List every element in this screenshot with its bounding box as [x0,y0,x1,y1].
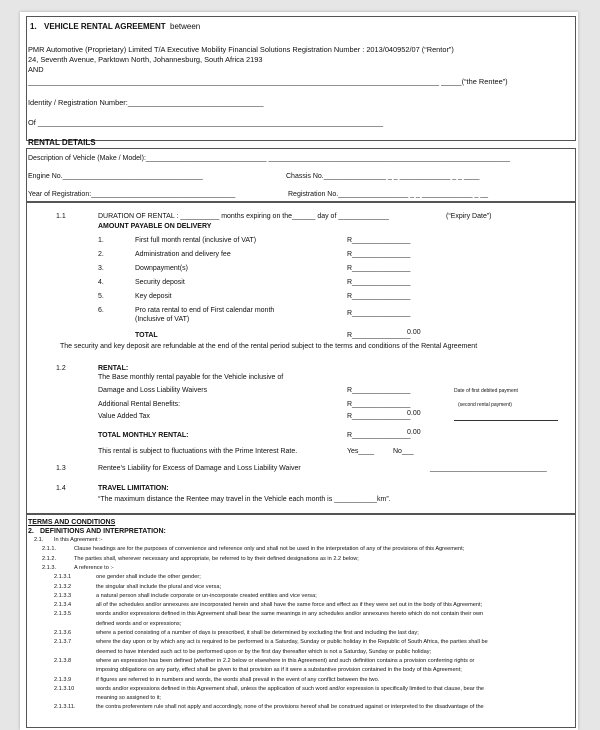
clause-text: the contra proferentem rule shall not apply and accordingly, none of the provisions hereof shall be construed against or interpreted to the disadvantage of the [96,704,484,711]
rental-number: 1.2 [56,365,66,372]
clause-number: 2.1. [34,537,44,543]
terms-clause [28,593,574,602]
terms-clause [28,630,574,639]
definitions-heading: DEFINITIONS AND INTERPRETATION: [40,528,166,535]
agreement-title-suffix: between [170,22,201,31]
terms-clause [28,611,574,620]
section-number: 1. [30,22,37,31]
rental-heading: RENTAL: [98,365,129,372]
registration-number-line: Registration No.__________________ _ _ _____________ _ __ [288,191,489,198]
payment-item-amount: R_______________ [347,251,411,258]
clause-number: 2.1.3. [42,564,56,571]
duration-number: 1.1 [56,213,66,220]
date-blank-line [454,420,558,421]
liability-blank: ______________________________ [430,465,547,472]
travel-number: 1.4 [56,485,66,492]
travel-heading: TRAVEL LIMITATION: [98,485,169,492]
prime-rate-yes: Yes____ [347,448,374,455]
payment-item-label: Key deposit [135,293,172,300]
second-payment-label: (second rental payment) [458,402,512,408]
clause-number: 2.1.3.11. [54,704,76,711]
definitions-number: 2. [28,528,34,535]
clause-text: In this Agreement :- [54,537,103,543]
clause-text: words and/or expressions defined in this Agreement shall bear the same meanings in any schedules and/or annexures hereto which do not contain their own [96,611,484,618]
clause-number: 2.1.3.3 [54,592,72,599]
chassis-number-line: Chassis No.________________ _ _ _____________ _ _ ____ [286,173,480,180]
year-registration-line: Year of Registration:_____________________________________ [28,191,236,198]
engine-number-line: Engine No.____________________________________ [28,173,203,180]
payment-item-label: Downpayment(s) [135,265,188,272]
terms-clause [28,565,574,574]
payment-item-label: First full month rental (inclusive of VAT) [135,237,257,244]
expiry-date-label: (“Expiry Date”) [446,213,492,220]
terms-clause [28,704,574,713]
prime-rate-line: This rental is subject to fluctuations with the Prime Interest Rate. [98,448,298,455]
clause-text: one gender shall include the other gender; [96,574,201,581]
payment-item-number: 1. [98,237,104,244]
clause-number: 2.1.3.10 [54,685,75,692]
vat-label: Value Added Tax [98,413,150,420]
payment-item-amount: R_______________ [347,310,411,317]
clause-text: imposing obligations on any party, effect shall be given to that provision as if it were a substantive provision contained in the body of this Agreement; [96,667,462,674]
and-label: AND [28,65,44,74]
clause-text: deemed to have intended such act to be performed upon or by the first day thereafter which is not a Saturday, Sunday or public holiday; [96,648,432,655]
terms-clause [28,574,574,583]
agreement-title: VEHICLE RENTAL AGREEMENT [44,22,166,31]
total-monthly-rental-label: TOTAL MONTHLY RENTAL: [98,432,189,439]
vat-value: 0.00 [407,410,421,417]
clause-text: A reference to :- [74,564,114,571]
terms-clause [28,584,574,593]
payment-item-amount: R_______________ [347,237,411,244]
clause-number: 2.1.3.9 [54,676,72,683]
clause-text: if figures are referred to in numbers and words, the words shall prevail in the event of any conflict between the two. [96,676,380,683]
terms-clause [28,556,574,565]
identity-line: Identity / Registration Number:_________________________________ [28,98,264,107]
payment-item-number: 3. [98,265,104,272]
payment-item-number: 4. [98,279,104,286]
clause-text: the singular shall include the plural and vice versa; [96,583,221,590]
travel-limit-line: “The maximum distance the Rentee may travel in the Vehicle each month is ___________km”. [98,496,391,503]
liability-number: 1.3 [56,465,66,472]
vat-amount: R_______________ [347,413,411,420]
clause-number: 2.1.3.7 [54,639,72,646]
address-line: 24, Seventh Avenue, Parktown North, Johannesburg, South Africa 2193 [28,55,263,64]
rentee-line: ____________________________________________________________________________________________________ _____(“the Rentee”) [28,77,508,86]
liability-line: Rentee’s Liability for Excess of Damage and Loss Liability Waiver [98,465,301,472]
clause-text: where an expression has been defined (whether in 2.2 below or elsewhere in this Agreement) and such definition contains a provision conferring rights or [96,657,475,664]
clause-number: 2.1.3.1 [54,574,72,581]
clause-text: where a period consisting of a number of days is prescribed, it shall be determined by excluding the first and including the last day; [96,630,419,636]
terms-clause [28,649,574,658]
document-page [20,12,578,730]
total-monthly-rental-amount: R_______________ [347,432,411,439]
clause-text: The parties shall, wherever necessary and appropriate, be referred to by their defined designations as in 2.2 below; [74,555,359,562]
payment-item-amount: R_______________ [347,293,411,300]
total-value: 0.00 [407,329,421,336]
clause-number: 2.1.3.8 [54,657,72,664]
terms-clause [28,677,574,686]
payment-item-amount: R_______________ [347,265,411,272]
total-amount: R_______________ [347,332,411,339]
payment-item-label: Pro rata rental to end of First calendar month [135,307,275,314]
clause-text: all of the schedules and/or annexures are incorporated herein and shall have the same force and effect as if they were set out in the body of this Agreement; [96,602,483,609]
clause-number: 2.1.3.2 [54,583,72,590]
terms-clause [28,537,574,546]
of-line: Of ____________________________________________________________________________________ [28,118,384,127]
lessor-line: PMR Automotive (Proprietary) Limited T/A Executive Mobility Financial Solutions Registration Number : 2013/040952/07 (“Rentor”) [28,45,454,54]
base-rental-line: The Base monthly rental payable for the Vehicle inclusive of [98,374,284,381]
rental-details-heading: RENTAL DETAILS [28,138,96,147]
clause-number: 2.1.3.6 [54,630,72,636]
terms-clause [28,695,574,704]
base-rental-line-continued: Damage and Loss Liability Waivers [98,387,208,394]
payment-item-number: 5. [98,293,104,300]
payment-item-label: Administration and delivery fee [135,251,231,258]
clause-text: Clause headings are for the purposes of convenience and reference only and shall not be used in the interpretation of any of the provisions of this Agreement; [74,546,465,553]
clause-number: 2.1.2. [42,555,56,562]
terms-list [28,537,574,727]
clause-text: where the day upon or by which any act is required to be performed is a Saturday, Sunday or public holiday in the Republic of South Africa, the parties shall be [96,639,488,646]
clause-text: defined words and or expressions; [96,620,182,627]
payment-item-label: Security deposit [135,279,185,286]
terms-heading: TERMS AND CONDITIONS [28,519,116,526]
clause-number: 2.1.3.5 [54,611,72,618]
payment-item-number: 2. [98,251,104,258]
amount-payable-heading: AMOUNT PAYABLE ON DELIVERY [98,223,212,230]
payment-item-amount: R_______________ [347,279,411,286]
terms-clause [28,602,574,611]
additional-benefits-amount: R_______________ [347,401,411,408]
clause-text: a natural person shall include corporate or un-incorporate created entities and vice versa; [96,592,317,599]
duration-line: DURATION OF RENTAL : __________ months expiring on the______ day of _____________ [98,213,389,220]
additional-benefits-label: Additional Rental Benefits: [98,401,181,408]
clause-number: 2.1.3.4 [54,602,72,609]
prime-rate-no: No___ [393,448,414,455]
total-label: TOTAL [135,332,158,339]
terms-clause [28,667,574,676]
terms-clause [28,658,574,667]
clause-number: 2.1.1. [42,546,56,553]
terms-clause [28,639,574,648]
clause-text: meaning so assigned to it; [96,695,161,702]
payment-item-number: 6. [98,307,104,314]
terms-clause [28,686,574,695]
total-monthly-rental-value: 0.00 [407,429,421,436]
vehicle-description-line: Description of Vehicle (Make / Model):_______________________________ ______________________________________________________________ [28,155,510,162]
base-rental-amount: R_______________ [347,387,411,394]
payment-item-label-continued: (Inclusive of VAT) [135,316,190,323]
deposit-refund-note: The security and key deposit are refundable at the end of the rental period subject to the terms and conditions of the Rental Agreement [60,343,478,350]
first-debit-date-label: Date of first debited payment [454,388,518,394]
clause-text: words and/or expressions defined in this Agreement shall, unless the application of such word and/or expression is specifically limited to that clause, bear the [96,685,485,692]
terms-clause [28,621,574,630]
terms-clause [28,546,574,555]
